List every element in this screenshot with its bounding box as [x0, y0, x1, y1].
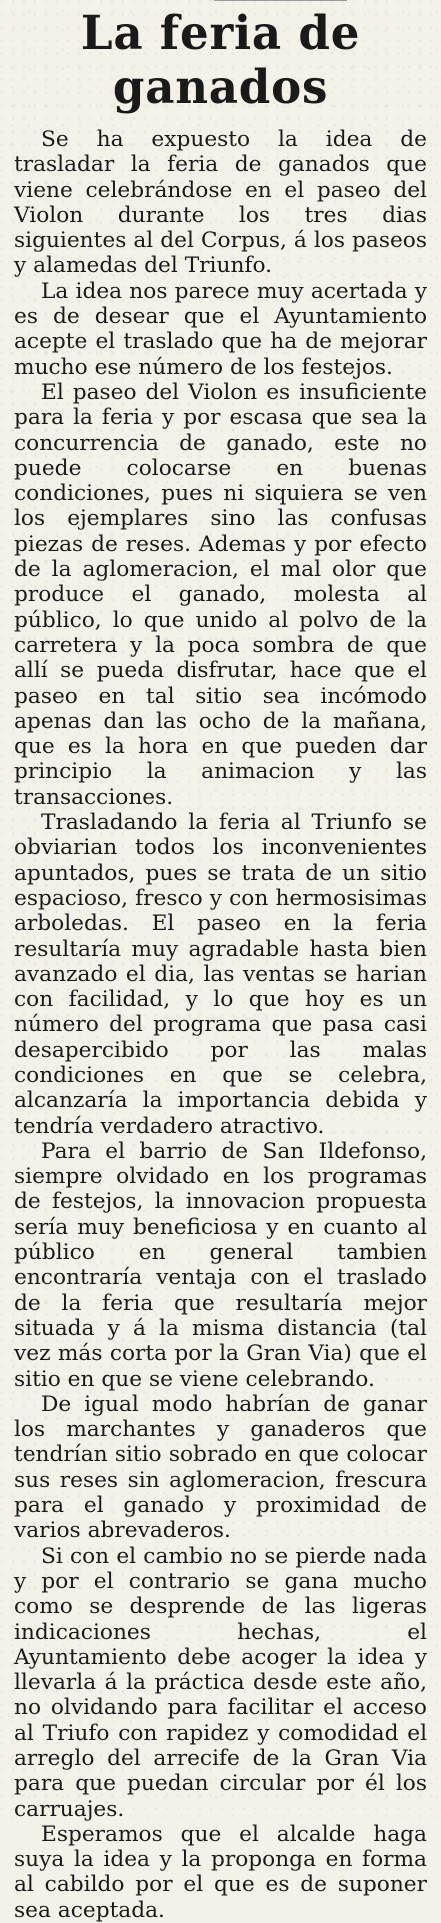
article-paragraph-3: El paseo del Violon es insuficiente para la feria y por escasa que sea la concurrencia de ganado, este no puede colocarse en buenas condiciones, pues ni siquiera se ven los ejemplares sino las confusas piezas de reses. Ademas y por efecto de la aglomeracion, el mal olor que produce el ganado, molesta al público, lo que unido al polvo de la carretera y la poca sombra de que allí se pueda disfrutar, hace que el paseo en tal sitio sea incómodo apenas dan las ocho de la mañana, que es la hora en que pueden dar principio la animacion y las transacciones. [14, 379, 427, 810]
article-paragraph-5: Para el barrio de San Ildefonso, siempre olvidado en los programas de festejos, la innovacion propuesta sería muy beneficiosa y en cuanto al público en general tambien encontraría ventaja con el traslado de la feria que resultaría mejor situada y á la misma distancia (tal vez más corta por la Gran Via) que el sitio en que se viene celebrando. [14, 1138, 427, 1392]
article-paragraph-1: Se ha expuesto la idea de trasladar la feria de ganados que viene celebrándose en el paseo del Violon durante los tres dias siguientes al del Corpus, á los paseos y alamedas del Triunfo. [14, 127, 427, 279]
article-paragraph-4: Trasladando la feria al Triunfo se obviarian todos los inconvenientes apuntados, pues se trata de un sitio espacioso, fresco y con hermosisimas arboledas. El paseo en la feria resultaría muy agradable hasta bien avanzado el dia, las ventas se harian con facilidad, y lo que hoy es un número del programa que pasa casi desapercibido por las malas condiciones en que se celebra, alcanzaría la importancia debida y tendría verdadero atractivo. [14, 810, 427, 1139]
article-paragraph-7: Si con el cambio no se pierde nada y por el contrario se gana mucho como se desprende de las ligeras indicaciones hechas, el Ayuntamiento debe acoger la idea y llevarla á la práctica desde este año, no olvidando para facilitar el acceso al Triufo con rapidez y comodidad el arreglo del arrecife de la Gran Via para que puedan circular por él los carruajes. [14, 1543, 427, 1822]
article-paragraph-2: La idea nos parece muy acertada y es de desear que el Ayuntamiento acepte el traslado que ha de mejorar mucho ese número de los festejos. [14, 278, 427, 380]
article-paragraph-8: Esperamos que el alcalde haga suya la idea y la proponga en forma al cabildo por el que es de suponer sea aceptada. [14, 1821, 427, 1923]
article-body [14, 127, 427, 1923]
article-headline: La feria de ganados [80, 6, 361, 115]
top-rule [214, 0, 347, 5]
article-paragraph-6: De igual modo habrían de ganar los marchantes y ganaderos que tendrían sitio sobrado en que colocar sus reses sin aglomeracion, frescura para el ganado y proximidad de varios abrevaderos. [14, 1391, 427, 1544]
